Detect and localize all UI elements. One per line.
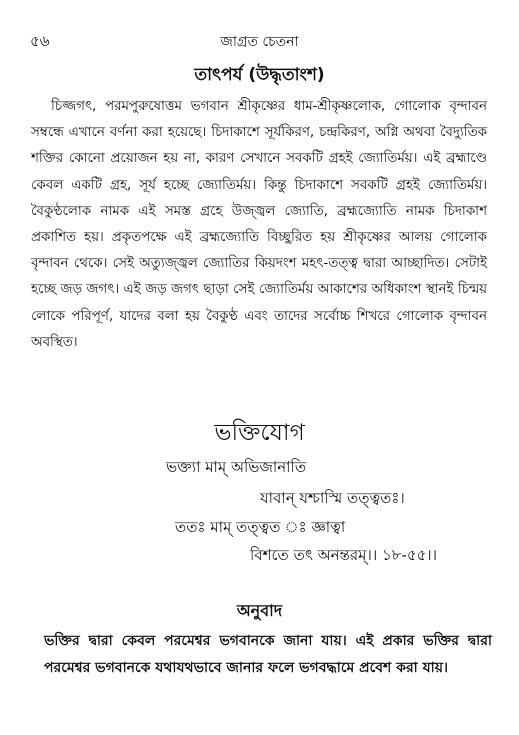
- page-number: ৫৬: [30, 32, 50, 50]
- verse-line-4: বিশতে তৎ অনন্তরম্।। ১৮-৫৫।।: [250, 546, 438, 564]
- section-heading: তাৎপর্য (উদ্ধৃতাংশ): [194, 65, 325, 85]
- translation-text: ভক্তির দ্বারা কেবল পরমেশ্বর ভগবানকে জানা যায়। এই প্রকার ভক্তির দ্বারা পরমেশ্বর ভগবানকে যথাযথভাবে জানার ফলে ভগবদ্ধামে প্রবেশ করা যায়।: [44, 633, 492, 676]
- translation-heading: অনুবাদ: [236, 601, 283, 620]
- verse-line-3: ততঃ মাম্ তত্ত্বত ঃ জ্ঞাত্বা: [175, 518, 346, 536]
- page-header: [0, 30, 519, 50]
- running-title: জাগ্রত চেতনা: [220, 34, 299, 50]
- verse-line-1: ভক্ত্যা মাম্ অভিজানাতি: [166, 458, 307, 476]
- verse-line-2: যাবান্ যশ্চাস্মি তত্ত্বতঃ।: [260, 489, 405, 507]
- purport-paragraph: চিজ্জগৎ, পরমপুরুষোত্তম ভগবান শ্রীকৃষ্ণের ধাম-শ্রীকৃষ্ণলোক, গোলোক বৃন্দাবন সম্বন্ধে এখানে বর্ণনা করা হয়েছে। চিদাকাশে সূর্যকিরণ, চন্দ্রকিরণ, অগ্নি অথবা বৈদ্যুতিক শক্তির কোনো প্রয়োজন হয় না, কারণ সেখানে সবকটি গ্রহই জ্যোতির্ময়। এই ব্রহ্মাণ্ডে কেবল একটি গ্রহ, সূর্য হচ্ছে জ্যোতির্ময়। কিন্তু চিদাকাশে সবকটি গ্রহই জ্যোতির্ময়। বৈকুণ্ঠলোক নামক এই সমস্ত গ্রহে উজ্জ্বল জ্যোতি, ব্রহ্মজ্যোতি নামক চিদাকাশ প্রকাশিত হয়। প্রকৃতপক্ষে এই ব্রহ্মজ্যোতি বিচ্ছুরিত হয় শ্রীকৃষ্ণের আলয় গোলোক বৃন্দাবন থেকে। সেই অত্যুজ্জ্বল জ্যোতির কিয়দংশ মহৎ-তত্ত্ব দ্বারা আচ্ছাদিত। সেটাই হচ্ছে জড় জগৎ। এই জড় জগৎ ছাড়া সেই জ্যোতির্ময় আকাশের অধিকাংশ স্থানই চিন্ময় লোকে পরিপূর্ণ, যাদের বলা হয় বৈকুণ্ঠ এবং তাদের সর্বোচ্চ শিখরে গোলোক বৃন্দাবন অবস্থিত।: [31, 99, 487, 350]
- bhakti-yoga-heading: ভক্তিযোগ: [214, 420, 305, 446]
